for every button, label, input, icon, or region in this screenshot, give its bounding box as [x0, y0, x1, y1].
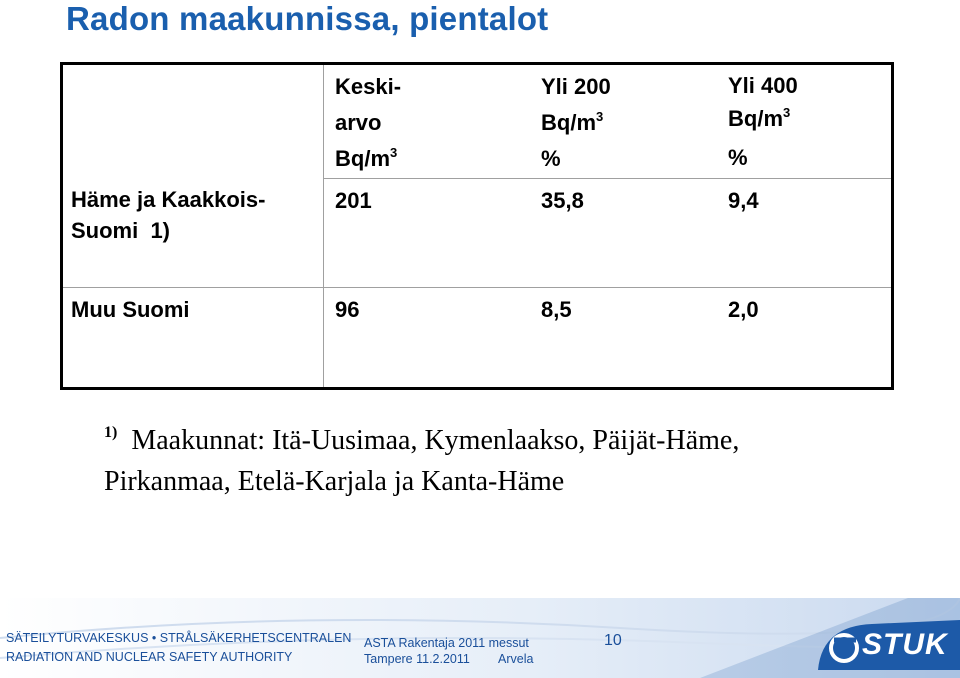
table-divider: [323, 178, 891, 179]
row-over-400: 2,0: [728, 297, 759, 322]
row-over-400: 9,4: [728, 188, 759, 213]
row-over-200: 8,5: [541, 297, 572, 322]
row-region: Muu Suomi: [71, 297, 190, 322]
slide-footer: [0, 598, 960, 678]
org-name-english: RADIATION AND NUCLEAR SAFETY AUTHORITY: [6, 650, 293, 664]
page-number: 10: [604, 632, 622, 649]
header-mean: Keski- arvo $Bq/m^3$: [335, 74, 402, 171]
row-over-200: 35,8: [541, 188, 584, 213]
row-region: Häme ja Kaakkois- Suomi 1): [71, 187, 266, 243]
footnote: [104, 420, 804, 502]
org-name-line: SÄTEILYTURVAKESKUS • STRÅLSÄKERHETSCENTRALEN: [6, 631, 352, 645]
header-over-400: Yli 400 $Bq/m^3$ %: [728, 73, 798, 170]
table-divider: [63, 287, 891, 288]
event-name: ASTA Rakentaja 2011 messut: [364, 636, 529, 650]
header-over-200: Yli 200 $Bq/m^3$ %: [541, 74, 611, 171]
table-divider: [323, 65, 324, 387]
row-mean: 96: [335, 297, 360, 322]
event-date: Tampere 11.2.2011: [364, 652, 470, 666]
author: Arvela: [498, 652, 534, 666]
slide-title: Radon maakunnissa, pientalot: [66, 0, 549, 37]
footnote-marker: 1): [104, 424, 118, 441]
logo-text: STUK: [862, 628, 948, 661]
radon-table: [60, 62, 894, 390]
footnote-text: Maakunnat: Itä-Uusimaa, Kymenlaakso, Päijät-Häme, Pirkanmaa, Etelä-Karjala ja Kanta-Häme: [104, 425, 740, 497]
row-mean: 201: [335, 188, 372, 213]
